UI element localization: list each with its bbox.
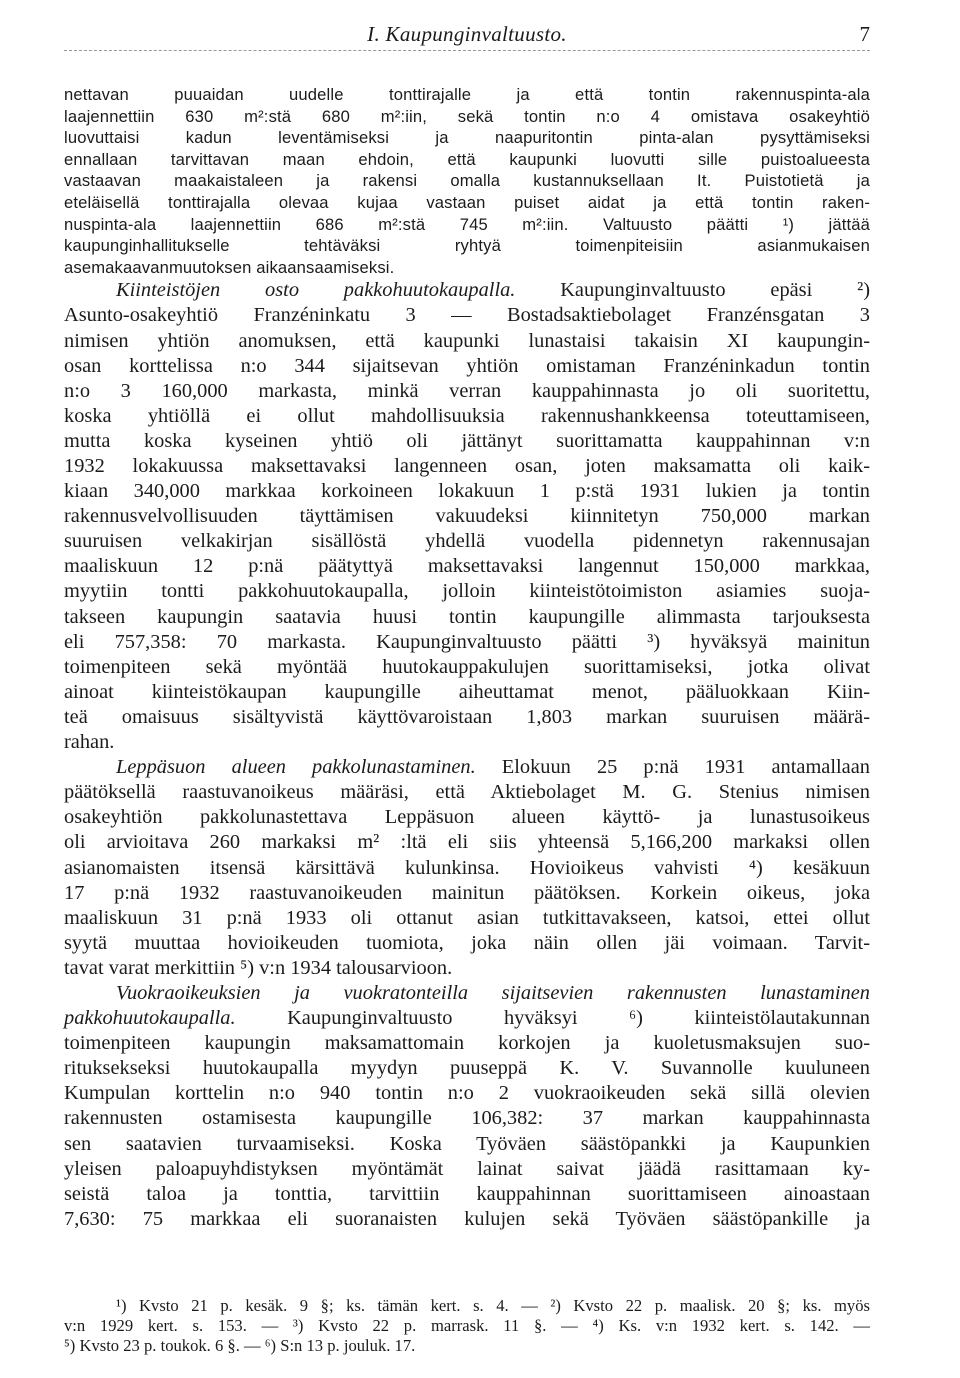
text-line: yleisen paloapuyhdistyksen myöntämät lainat saivat jäädä rasittamaan ky- [64, 1157, 870, 1180]
text-line-rest: Kaupunginvaltuusto epäsi ²) [515, 279, 870, 302]
header-rule [64, 50, 870, 51]
section-heading: Vuokraoikeuksien ja vuokratonteilla sijaitsevien rakennusten lunastaminen [116, 981, 870, 1004]
text-line: nettavan puuaidan uudelle tonttirajalle ja että tontin rakennuspinta-ala [64, 85, 870, 104]
text-line: maaliskuun 31 p:nä 1933 oli ottanut asian tutkittavakseen, katsoi, ettei ollut [64, 906, 870, 929]
text-line: rahan. [64, 731, 115, 754]
footnote-line: ¹) Kvsto 21 p. kesäk. 9 §; ks. tämän kert. s. 4. — ²) Kvsto 22 p. maalisk. 20 §; ks. myös [116, 1296, 870, 1315]
text-line [64, 981, 870, 1006]
text-line: vastaavan maakaistaleen ja rakensi omalla kustannuksellaan It. Puistotietä ja [64, 171, 870, 191]
footnote-line: v:n 1929 kert. s. 153. — ³) Kvsto 22 p. marrask. 11 §. — ⁴) Ks. v:n 1932 kert. s. 142. — [64, 1316, 870, 1335]
text-line: asianomaisten itsensä kärsittävä kulunkinsa. Hovioikeus vahvisti ⁴) kesäkuun [64, 856, 870, 879]
page-header [64, 20, 870, 52]
text-line: 7,630: 75 markkaa eli suoranaisten kulujen sekä Työväen säästöpankille ja [64, 1207, 870, 1230]
text-line-rest: Elokuun 25 p:nä 1931 antamallaan [475, 756, 870, 779]
text-line: luovuttaisi kadun leventämiseksi ja naapuritontin pinta-alan pysyttämiseksi [64, 128, 870, 148]
section-heading-cont: pakkohuutokaupalla. [64, 1007, 236, 1030]
paragraph-vuokraoikeuksien [64, 981, 870, 1232]
text-line: asemakaavanmuutoksen aikaansaamiseksi. [64, 257, 395, 277]
text-line: 17 p:nä 1932 raastuvanoikeuden mainitun päätöksen. Korkein oikeus, joka [64, 881, 870, 904]
text-line: ennallaan tarvittavan maan ehdoin, että kaupunki luovutti sille puistoalueesta [64, 149, 870, 169]
text-line: toimenpiteen sekä myöntää huutokauppakulujen suorittamiseksi, jotka olivat [64, 655, 870, 678]
text-line: osakeyhtiön pakkolunastettava Leppäsuon alueen käyttö- ja lunastusoikeus [64, 806, 870, 829]
text-line: syytä muuttaa hovioikeuden tuomiota, joka näin ollen jäi voimaan. Tarvit- [64, 931, 870, 954]
text-line: oli arvioitava 260 markaksi m² :ltä eli siis yhteensä 5,166,200 markaksi ollen [64, 831, 870, 854]
page-number: 7 [859, 22, 870, 46]
text-line: Kumpulan korttelin n:o 940 tontin n:o 2 vuokraoikeuden sekä sillä olevien [64, 1082, 870, 1105]
footnotes [64, 1296, 870, 1356]
text-line: eli 757,358: 70 markasta. Kaupunginvaltuusto päätti ³) hyväksyä mainitun [64, 630, 870, 653]
text-line: päätöksellä raastuvanoikeus määräsi, että Aktiebolaget M. G. Stenius nimisen [64, 781, 870, 804]
text-line: takseen kaupungin saatavia huusi tontin kaupungille alimmasta tarjouksesta [64, 605, 870, 628]
text-line: sen saatavien turvaamiseksi. Koska Työväen säästöpankki ja Kaupunkien [64, 1132, 870, 1155]
text-line [64, 755, 870, 780]
text-line: seistä taloa ja tonttia, tarvittiin kauppahinnan suorittamiseen ainoastaan [64, 1182, 870, 1205]
text-line: suuruisen velkakirjan sisällöstä yhdellä vuodella pidennetyn rakennusajan [64, 530, 870, 553]
text-line: ainoat kiinteistökaupan kaupungille aiheuttamat menot, pääluokkaan Kiin- [64, 680, 870, 703]
text-line: koska yhtiöllä ei ollut mahdollisuuksia rakennushankkeensa toteuttamiseen, [64, 404, 870, 427]
text-line: toimenpiteen kaupungin maksamattomain korkojen ja kuoletusmaksujen suo- [64, 1032, 870, 1055]
text-line: 1932 lokakuussa maksettavaksi langenneen osan, joten maksamatta oli kaik- [64, 455, 870, 477]
text-line [64, 278, 870, 303]
section-heading: Leppäsuon alueen pakkolunastaminen. [116, 756, 476, 779]
text-line: nuspinta-ala laajennettiin 686 m²:stä 745 m²:iin. Valtuusto päätti ¹) jättää [64, 214, 870, 234]
text-line: mutta koska kyseinen yhtiö oli jättänyt suorittamatta kauppahinnan v:n [64, 429, 870, 452]
text-line: n:o 3 160,000 markasta, minkä verran kauppahinnasta jo oli suoritettu, [64, 379, 870, 402]
paragraph-leppasuon [64, 755, 870, 981]
text-line: nimisen yhtiön anomuksen, että kaupunki lunastaisi takaisin XI kaupungin- [64, 329, 870, 352]
text-line: laajennettiin 630 m²:stä 680 m²:iin, sekä tontin n:o 4 omistava osakeyhtiö [64, 106, 870, 126]
text-line: Asunto-osakeyhtiö Franzéninkatu 3 — Bostadsaktiebolaget Franzénsgatan 3 [64, 304, 870, 327]
text-line: myytiin tontti pakkohuutokaupalla, jolloin kiinteistötoimiston asiamies suoja- [64, 580, 870, 603]
text-line: rakennusten ostamisesta kaupungille 106,382: 37 markan kauppahinnasta [64, 1107, 870, 1130]
text-line: maaliskuun 12 p:nä päätyttyä maksettavaksi langennut 150,000 markkaa, [64, 555, 870, 578]
section-heading: Kiinteistöjen osto pakkohuutokaupalla. [116, 279, 516, 302]
paragraph-tonttirajat [64, 84, 870, 278]
text-line: tavat varat merkittiin ⁵) v:n 1934 talousarvioon. [64, 956, 453, 979]
text-line: eteläisellä tonttirajalla olevaa kujaa vastaan puiset aidat ja että tontin raken- [64, 192, 870, 212]
footnote-line: ⁵) Kvsto 23 p. toukok. 6 §. — ⁶) S:n 13 p. jouluk. 17. [64, 1336, 416, 1355]
text-line: kaupunginhallitukselle tehtäväksi ryhtyä toimenpiteisiin asianmukaisen [64, 236, 870, 256]
paragraph-kiinteistojen-osto [64, 278, 870, 755]
text-line: osan korttelissa n:o 344 sijaitsevan yhtiön omistaman Franzéninkadun tontin [64, 354, 870, 377]
text-line: kiaan 340,000 markkaa korkoineen lokakuun 1 p:stä 1931 lukien ja tontin [64, 480, 870, 503]
text-line: rakennusvelvollisuuden täyttämisen vakuudeksi kiinnitetyn 750,000 markan [64, 505, 870, 528]
running-head: I. Kaupunginvaltuusto. [367, 22, 567, 46]
text-line: rituksekseksi huutokaupalla myydyn puuseppä K. V. Suvannolle kuuluneen [64, 1057, 870, 1080]
text-line [64, 1006, 870, 1031]
body-text [64, 84, 870, 1232]
text-line: teä omaisuus sisältyvistä käyttövaroistaan 1,803 markan suuruisen määrä- [64, 705, 870, 728]
text-line-rest: Kaupunginvaltuusto hyväksyi ⁶) kiinteistölautakunnan [235, 1007, 870, 1030]
